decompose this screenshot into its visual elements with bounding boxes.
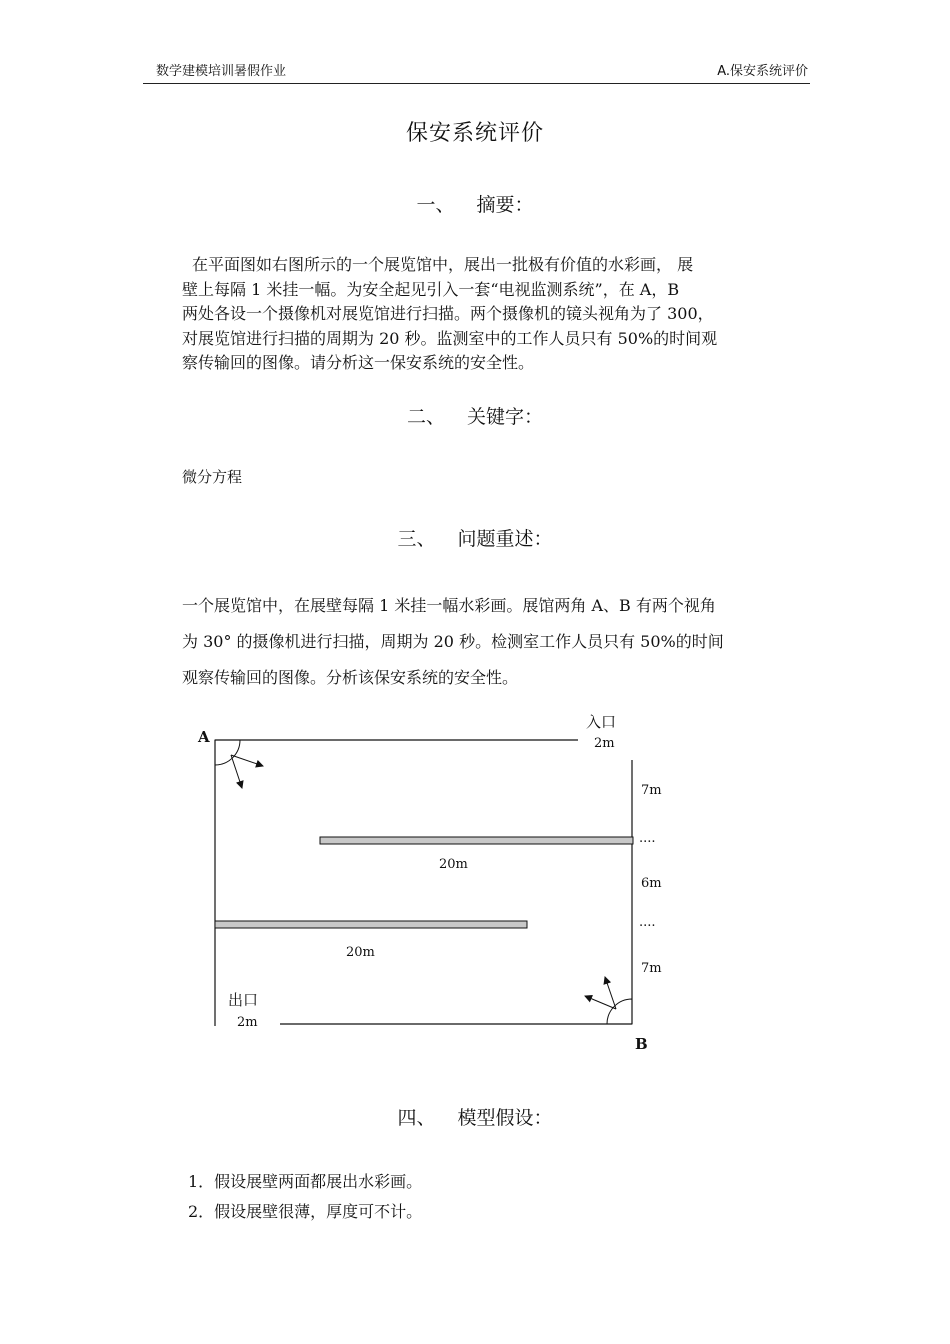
section-number: 二、 [406, 406, 445, 428]
camera-a-arrow [231, 755, 242, 788]
camera-a-arrow [231, 755, 263, 766]
entrance-label: 入口 [586, 713, 617, 731]
gap-bottom-label: 7m [641, 961, 662, 976]
section-heading-keywords [0, 402, 950, 429]
section-title: 模型假设： [457, 1107, 553, 1129]
exhibition-wall-1 [320, 837, 633, 844]
corner-a-label: A [198, 728, 210, 746]
header-left-text: 数学建模培训暑假作业 [156, 64, 287, 79]
header-right-text: A.保安系统评价 [717, 64, 808, 79]
camera-a-view-arc [215, 740, 240, 765]
exit-width-label: 2m [237, 1015, 258, 1030]
restate-paragraph [182, 588, 812, 696]
camera-b-arrow [585, 996, 616, 1009]
section-number: 三、 [397, 528, 436, 550]
gap-mid-label: 6m [641, 876, 662, 891]
section-title: 摘要： [476, 194, 534, 216]
exhibition-wall-2 [215, 921, 527, 928]
floor-plan-diagram [190, 708, 670, 1058]
section-title: 关键字： [467, 406, 544, 428]
restate-line: 为 30° 的摄像机进行扫描，周期为 20 秒。检测室工作人员只有 50%的时间 [182, 632, 724, 651]
assumption-item: 1．假设展壁两面都展出水彩画。 [188, 1172, 423, 1191]
wall-1-length-label: 20m [439, 857, 468, 872]
wall-2-length-label: 20m [346, 945, 375, 960]
assumption-item: 2．假设展壁很薄，厚度可不计。 [188, 1202, 423, 1221]
dots-marker: .... [639, 831, 656, 846]
section-heading-assume [0, 1103, 950, 1130]
keywords-text: 微分方程 [182, 468, 243, 486]
abstract-line: 壁上每隔 1 米挂一幅。为安全起见引入一套“电视监测系统”，在 A，B [182, 279, 680, 299]
abstract-line: 两处各设一个摄像机对展览馆进行扫描。两个摄像机的镜头视角为了 300， [182, 304, 714, 323]
section-heading-restate [0, 524, 950, 551]
section-number: 四、 [397, 1107, 436, 1129]
exit-label: 出口 [228, 991, 259, 1009]
page-title: 保安系统评价 [405, 121, 544, 146]
section-title: 问题重述： [457, 528, 553, 550]
corner-b-label: B [635, 1035, 648, 1053]
restate-line: 一个展览馆中，在展壁每隔 1 米挂一幅水彩画。展馆两角 A、B 有两个视角 [182, 596, 716, 615]
section-number: 一、 [416, 194, 455, 216]
assumption-list [188, 1167, 818, 1227]
header-divider [143, 83, 810, 84]
camera-b-view-arc [607, 999, 632, 1024]
camera-b-arrow [605, 977, 616, 1009]
gap-top-label: 7m [641, 783, 662, 798]
abstract-paragraph [182, 253, 812, 376]
abstract-line: 在平面图如右图所示的一个展览馆中，展出一批极有价值的水彩画， 展 [192, 255, 694, 274]
dots-marker: .... [639, 915, 656, 930]
abstract-line: 对展览馆进行扫描的周期为 20 秒。监测室中的工作人员只有 50%的时间观 [182, 328, 718, 348]
section-heading-abstract [0, 190, 950, 217]
abstract-line: 察传输回的图像。请分析这一保安系统的安全性。 [182, 353, 535, 372]
entrance-width-label: 2m [594, 736, 615, 751]
restate-line: 观察传输回的图像。分析该保安系统的安全性。 [182, 668, 519, 687]
